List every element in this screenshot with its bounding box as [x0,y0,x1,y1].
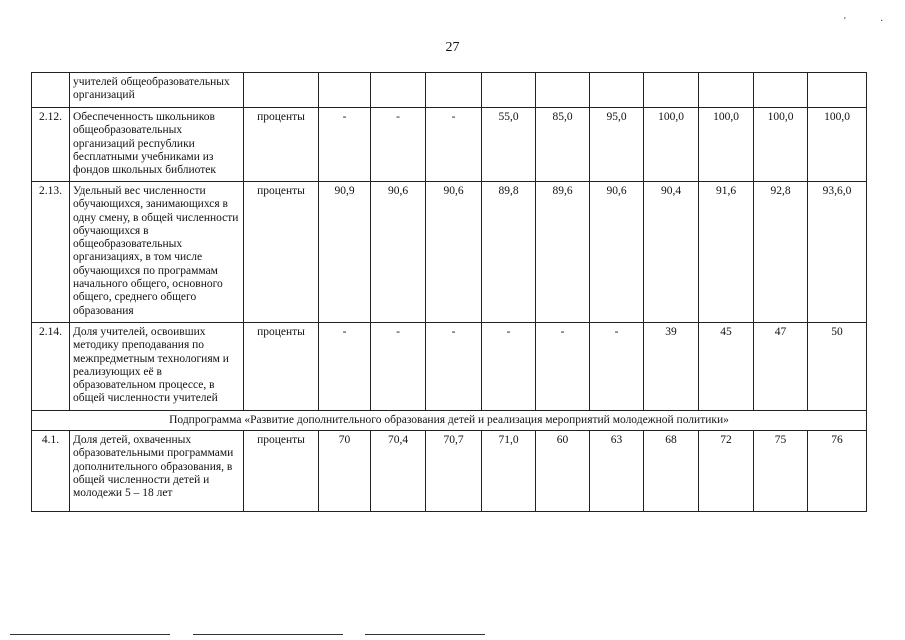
indicator-name: Удельный вес численности обучающихся, занимающихся в одну смену, в общей численности обучающихся в общеобразовательных организациях, в том числе обучающихся по программам начального общего, основного общего, среднего общего образования [70,182,244,323]
value-cell [482,73,536,108]
value-cell: 39 [644,323,699,411]
value-cell: 100,0 [644,108,699,182]
scan-mark: · [880,16,884,27]
value-cell: 63 [590,431,644,512]
subprogram-title: Подпрограмма «Развитие дополнительного образования детей и реализация мероприятий молодежной политики» [32,411,867,431]
indicator-name: учителей общеобразовательных организаций [70,73,244,108]
value-cell [426,73,482,108]
page-number: 27 [445,40,460,55]
value-cell [319,73,371,108]
table-row [32,431,867,512]
value-cell: 90,4 [644,182,699,323]
value-cell: 92,8 [754,182,808,323]
value-cell: 55,0 [482,108,536,182]
row-number [32,73,70,108]
scan-mark: ' [844,16,846,27]
value-cell: - [319,323,371,411]
value-cell: 89,8 [482,182,536,323]
value-cell: - [590,323,644,411]
value-cell: 60 [536,431,590,512]
table-row [32,108,867,182]
value-cell: 71,0 [482,431,536,512]
value-cell: 93,6,0 [808,182,867,323]
value-cell [808,73,867,108]
value-cell: 90,9 [319,182,371,323]
table-row [32,73,867,108]
value-cell: 91,6 [699,182,754,323]
table-row [32,323,867,411]
value-cell: 76 [808,431,867,512]
value-cell: 100,0 [699,108,754,182]
row-number: 2.14. [32,323,70,411]
unit-cell: проценты [244,431,319,512]
value-cell: 70 [319,431,371,512]
value-cell: 90,6 [590,182,644,323]
value-cell: 45 [699,323,754,411]
row-number: 2.12. [32,108,70,182]
value-cell: - [536,323,590,411]
row-number: 4.1. [32,431,70,512]
indicator-name: Доля детей, охваченных образовательными программами дополнительного образования, в общей численности детей и молодежи 5 – 18 лет [70,431,244,512]
value-cell [644,73,699,108]
indicator-name: Доля учителей, освоивших методику преподавания по межпредметным технологиям и реализующих её в образовательном процессе, в общей численности учителей [70,323,244,411]
value-cell: 70,4 [371,431,426,512]
value-cell [371,73,426,108]
value-cell: 85,0 [536,108,590,182]
value-cell: - [426,323,482,411]
value-cell: - [482,323,536,411]
value-cell: 90,6 [426,182,482,323]
value-cell [754,73,808,108]
value-cell: - [319,108,371,182]
value-cell: 90,6 [371,182,426,323]
value-cell: 47 [754,323,808,411]
subprogram-row [32,411,867,431]
table-row [32,182,867,323]
value-cell: 89,6 [536,182,590,323]
value-cell: 100,0 [754,108,808,182]
value-cell: 70,7 [426,431,482,512]
indicator-name: Обеспеченность школьников общеобразовательных организаций республики бесплатными учебниками из фондов школьных библиотек [70,108,244,182]
value-cell [536,73,590,108]
value-cell: 100,0 [808,108,867,182]
footer-rule [365,634,485,635]
footer-rule [193,634,343,635]
value-cell: 95,0 [590,108,644,182]
unit-cell: проценты [244,108,319,182]
unit-cell: проценты [244,182,319,323]
unit-cell [244,73,319,108]
value-cell: 72 [699,431,754,512]
value-cell: 50 [808,323,867,411]
row-number: 2.13. [32,182,70,323]
value-cell: - [371,108,426,182]
unit-cell: проценты [244,323,319,411]
footer-rule [10,634,170,635]
value-cell [699,73,754,108]
value-cell: - [371,323,426,411]
value-cell: 68 [644,431,699,512]
value-cell: 75 [754,431,808,512]
value-cell: - [426,108,482,182]
indicators-table [31,72,867,512]
value-cell [590,73,644,108]
